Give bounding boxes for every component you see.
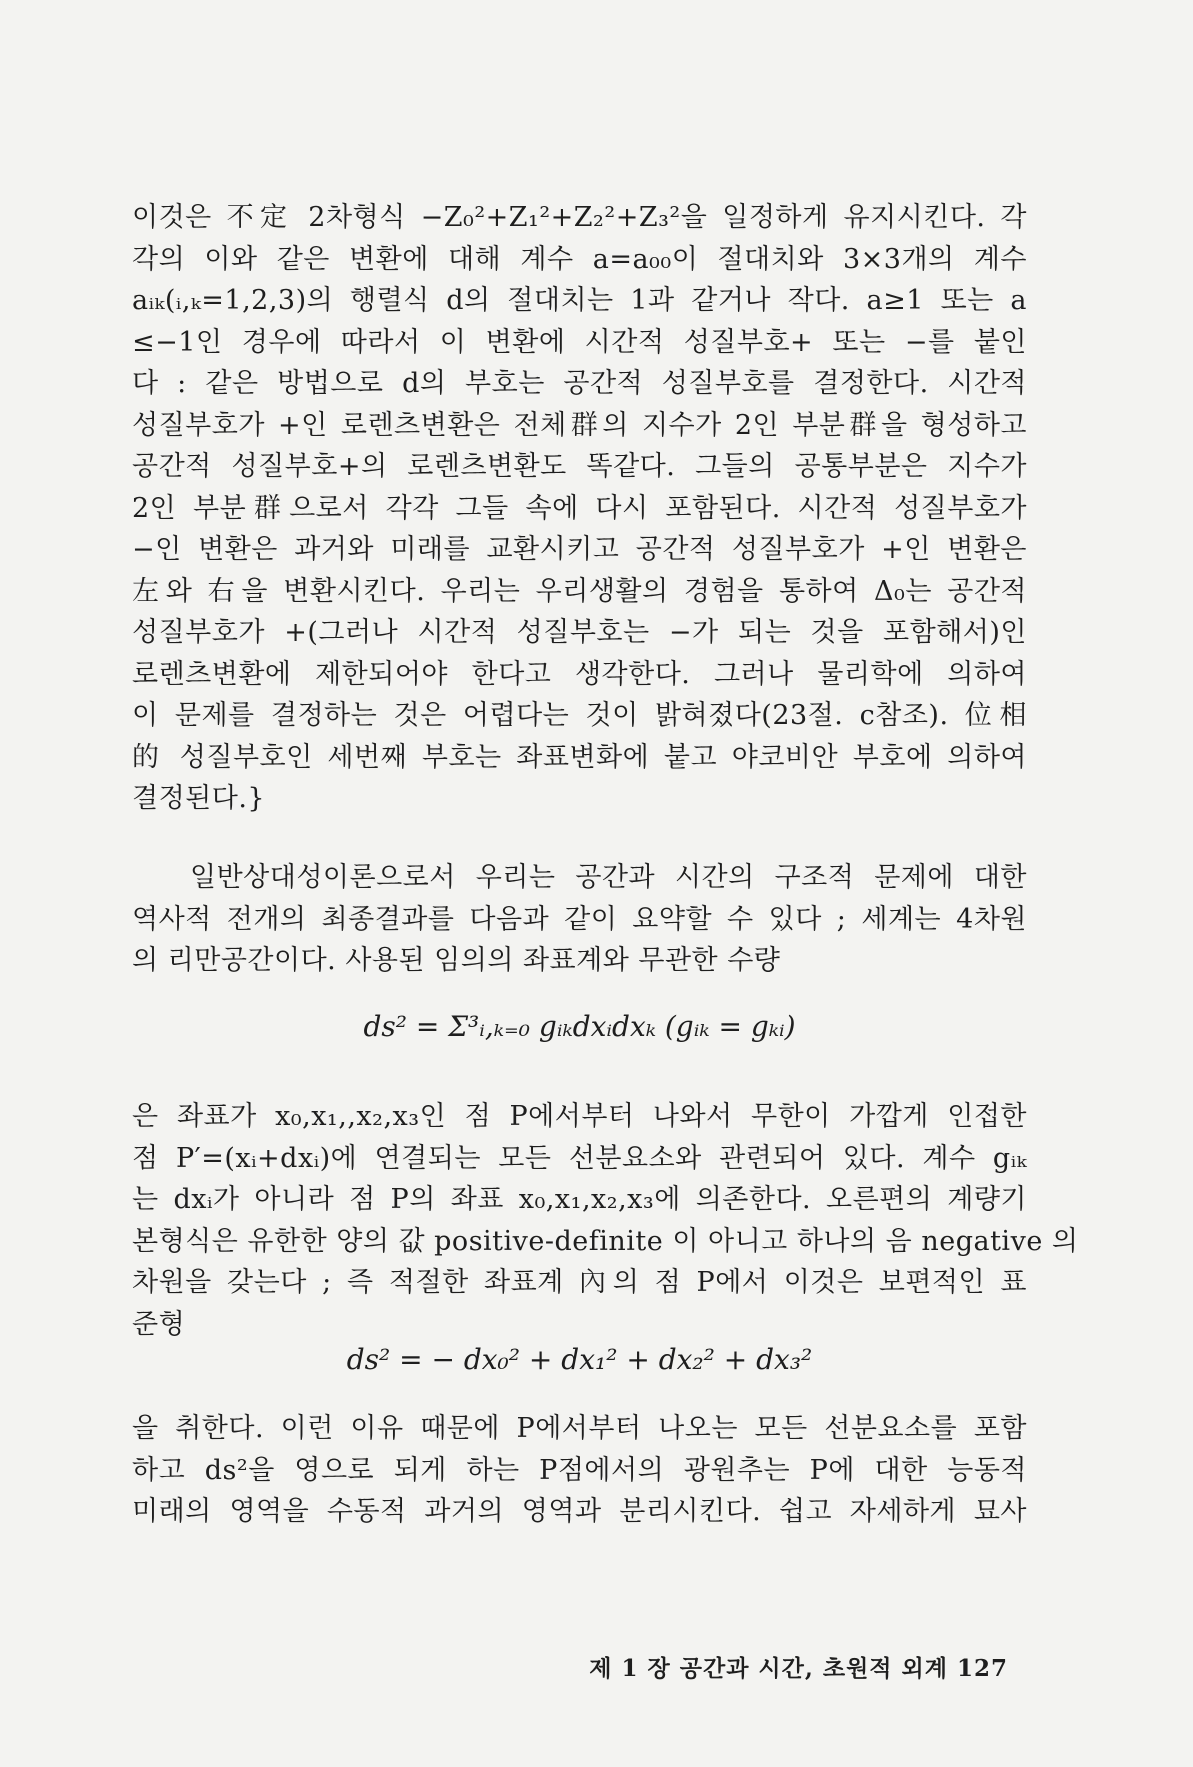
text-line: 2인 부분群으로서 각각 그들 속에 다시 포함된다. 시간적 성질부호가 [132,492,1027,524]
text-line: 다 : 같은 방법으로 d의 부호는 공간적 성질부호를 결정한다. 시간적 [132,368,1027,399]
metric-equation: ds² = Σ³ᵢ,ₖ₌₀ gᵢₖdxᵢdxₖ (gᵢₖ = gₖᵢ) [363,1010,796,1043]
text-line: 차원을 갖는다 ; 즉 적절한 좌표계 內의 점 P에서 이것은 보편적인 표 [132,1267,1027,1298]
text-line: 이것은 不定 2차형식 −Z₀²+Z₁²+Z₂²+Z₃²을 일정하게 유지시킨다. 각 [132,202,1027,233]
text-line: 공간적 성질부호+의 로렌츠변환도 똑같다. 그들의 공통부분은 지수가 [132,451,1027,482]
text-line: aᵢₖ(ᵢ,ₖ=1,2,3)의 행렬식 d의 절대치는 1과 같거나 작다. a≥1 또는 a [132,285,1027,316]
text-line: 的 성질부호인 세번째 부호는 좌표변화에 붙고 야코비안 부호에 의하여 [132,741,1027,773]
text-line: 을 취한다. 이런 이유 때문에 P에서부터 나오는 모든 선분요소를 포함 [132,1413,1027,1444]
paragraph-light-cone [132,1408,1027,1533]
text-line: 준형 [132,1308,186,1340]
paragraph-general-relativity [132,857,1027,982]
text-line: 은 좌표가 x₀,x₁,,x₂,x₃인 점 P에서부터 나와서 무한이 가깝게 인접한 [132,1101,1027,1132]
text-line: 미래의 영역을 수동적 과거의 영역과 분리시킨다. 쉽고 자세하게 묘사 [132,1496,1027,1527]
text-line: 左와 右을 변환시킨다. 우리는 우리생활의 경험을 통하여 Δ₀는 공간적 [132,575,1027,607]
text-line: 성질부호가 +인 로렌츠변환은 전체群의 지수가 2인 부분群을 형성하고 [132,409,1027,441]
paragraph-lorentz-signs [132,197,1027,820]
text-line: 하고 ds²을 영으로 되게 하는 P점에서의 광원추는 P에 대한 능동적 [132,1454,1027,1486]
text-line: 본형식은 유한한 양의 값 positive-definite 이 아니고 하나의 음 negative 의 [132,1225,1079,1257]
text-line: 로렌츠변환에 제한되어야 한다고 생각한다. 그러나 물리학에 의하여 [132,658,1027,690]
text-line: 의 리만공간이다. 사용된 임의의 좌표계와 무관한 수량 [132,945,781,976]
text-line: 점 P′=(xᵢ+dxᵢ)에 연결되는 모든 선분요소와 관련되어 있다. 계수 gᵢₖ [132,1142,1027,1174]
text-line: 성질부호가 +(그러나 시간적 성질부호는 −가 되는 것을 포함해서)인 [132,617,1027,648]
normal-form-equation: ds² = − dx₀² + dx₁² + dx₂² + dx₃² [346,1343,813,1376]
page-footer: 제 1 장 공간과 시간, 초원적 외계 127 [589,1655,1008,1682]
text-line: 각의 이와 같은 변환에 대해 계수 a=a₀₀이 절대치와 3×3개의 계수 [132,243,1027,275]
text-line: 일반상대성이론으로서 우리는 공간과 시간의 구조적 문제에 대한 [190,862,1027,893]
text-line: 결정된다.} [132,783,266,814]
paragraph-line-elements [132,1096,1079,1345]
text-line: ≤−1인 경우에 따라서 이 변환에 시간적 성질부호+ 또는 −를 붙인 [132,326,1027,358]
text-line: 역사적 전개의 최종결과를 다음과 같이 요약할 수 있다 ; 세계는 4차원 [132,903,1027,935]
text-line: 이 문제를 결정하는 것은 어렵다는 것이 밝혀졌다(23절. c참조). 位相 [132,700,1027,731]
text-line: −인 변환은 과거와 미래를 교환시키고 공간적 성질부호가 +인 변환은 [132,534,1027,565]
text-line: 는 dxᵢ가 아니라 점 P의 좌표 x₀,x₁,x₂,x₃에 의존한다. 오른편의 계량기 [132,1184,1027,1215]
